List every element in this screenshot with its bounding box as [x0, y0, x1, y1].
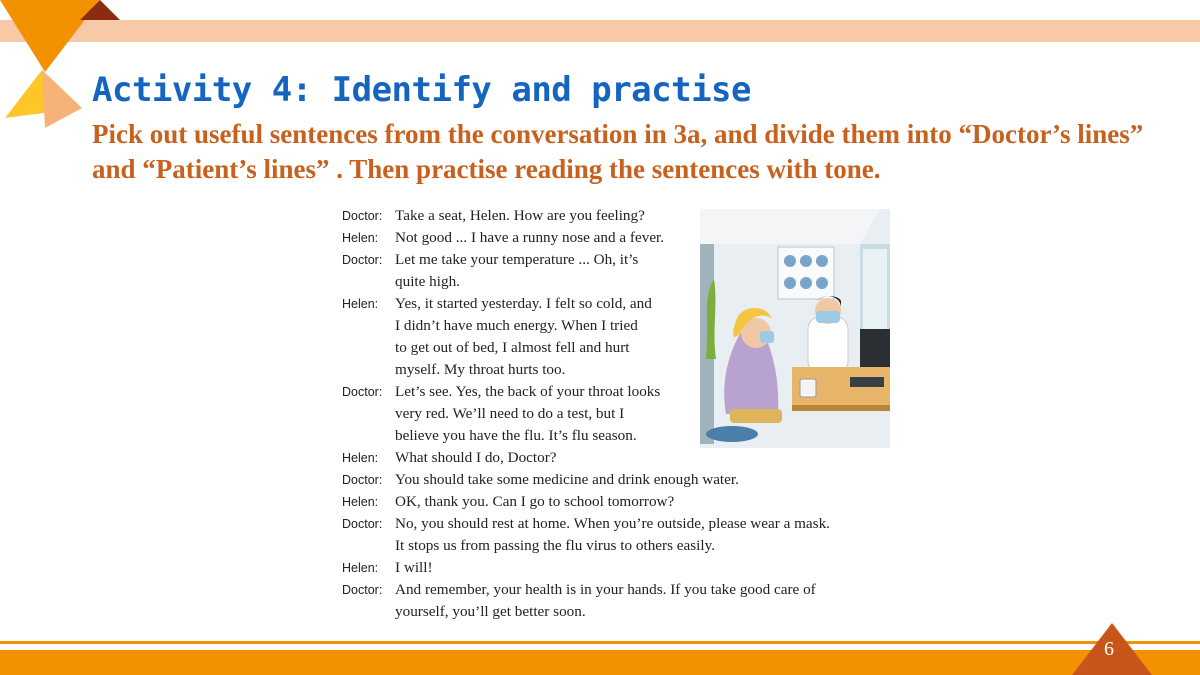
- line-text: quite high.: [395, 273, 460, 290]
- corner-triangle-decoration: [0, 0, 130, 135]
- speaker-label: Helen:: [342, 561, 379, 575]
- line-text: OK, thank you. Can I go to school tomorrow?: [395, 493, 675, 510]
- speaker-label: Helen:: [342, 231, 379, 245]
- line-text: I didn’t have much energy. When I tried: [395, 317, 638, 334]
- line-text: You should take some medicine and drink enough water.: [395, 471, 739, 488]
- speaker-label: Doctor:: [342, 473, 383, 487]
- line-text: very red. We’ll need to do a test, but I: [395, 405, 625, 422]
- dialogue-line: [342, 557, 902, 579]
- line-text: No, you should rest at home. When you’re outside, please wear a mask.: [395, 515, 830, 532]
- speaker-label: Doctor:: [342, 209, 383, 223]
- line-text: myself. My throat hurts too.: [395, 361, 566, 378]
- speaker-label: Helen:: [342, 451, 379, 465]
- line-text: Let me take your temperature ... Oh, it’s: [395, 251, 639, 268]
- doctor-patient-illustration: [700, 209, 890, 448]
- line-text: Yes, it started yesterday. I felt so cold, and: [395, 295, 652, 312]
- dialogue-line: [342, 579, 902, 601]
- dialogue-line: [342, 447, 902, 469]
- activity-instruction: Pick out useful sentences from the conversation in 3a, and divide them into “Doctor’s lines” and “Patient’s lines” . Then practise reading the sentences with tone.: [92, 119, 1144, 184]
- speaker-label: Doctor:: [342, 583, 383, 597]
- line-text: Take a seat, Helen. How are you feeling?: [395, 207, 645, 224]
- bottom-orange-band: [0, 650, 1200, 675]
- speaker-label: Doctor:: [342, 517, 383, 531]
- bottom-orange-line: [0, 641, 1200, 644]
- speaker-label: Doctor:: [342, 253, 383, 267]
- top-decorative-band: [0, 20, 1200, 42]
- speaker-label: Doctor:: [342, 385, 383, 399]
- line-text: believe you have the flu. It’s flu season.: [395, 427, 637, 444]
- line-text: It stops us from passing the flu virus to others easily.: [395, 537, 716, 554]
- dialogue-line: [342, 601, 902, 623]
- line-text: yourself, you’ll get better soon.: [395, 603, 586, 620]
- line-text: What should I do, Doctor?: [395, 449, 557, 466]
- line-text: I will!: [395, 559, 433, 576]
- slide-title: Activity 4: Identify and practise: [92, 70, 752, 110]
- dialogue-line: [342, 513, 902, 535]
- dialogue-line: [342, 469, 902, 491]
- line-text: And remember, your health is in your hands. If you take good care of: [395, 581, 816, 598]
- speaker-label: Helen:: [342, 495, 379, 509]
- page-number: 6: [1104, 638, 1114, 660]
- line-text: to get out of bed, I almost fell and hurt: [395, 339, 630, 356]
- speaker-label: Helen:: [342, 297, 379, 311]
- line-text: Not good ... I have a runny nose and a fever.: [395, 229, 665, 246]
- dialogue-line: [342, 491, 902, 513]
- line-text: Let’s see. Yes, the back of your throat looks: [395, 383, 661, 400]
- dialogue-line: [342, 535, 902, 557]
